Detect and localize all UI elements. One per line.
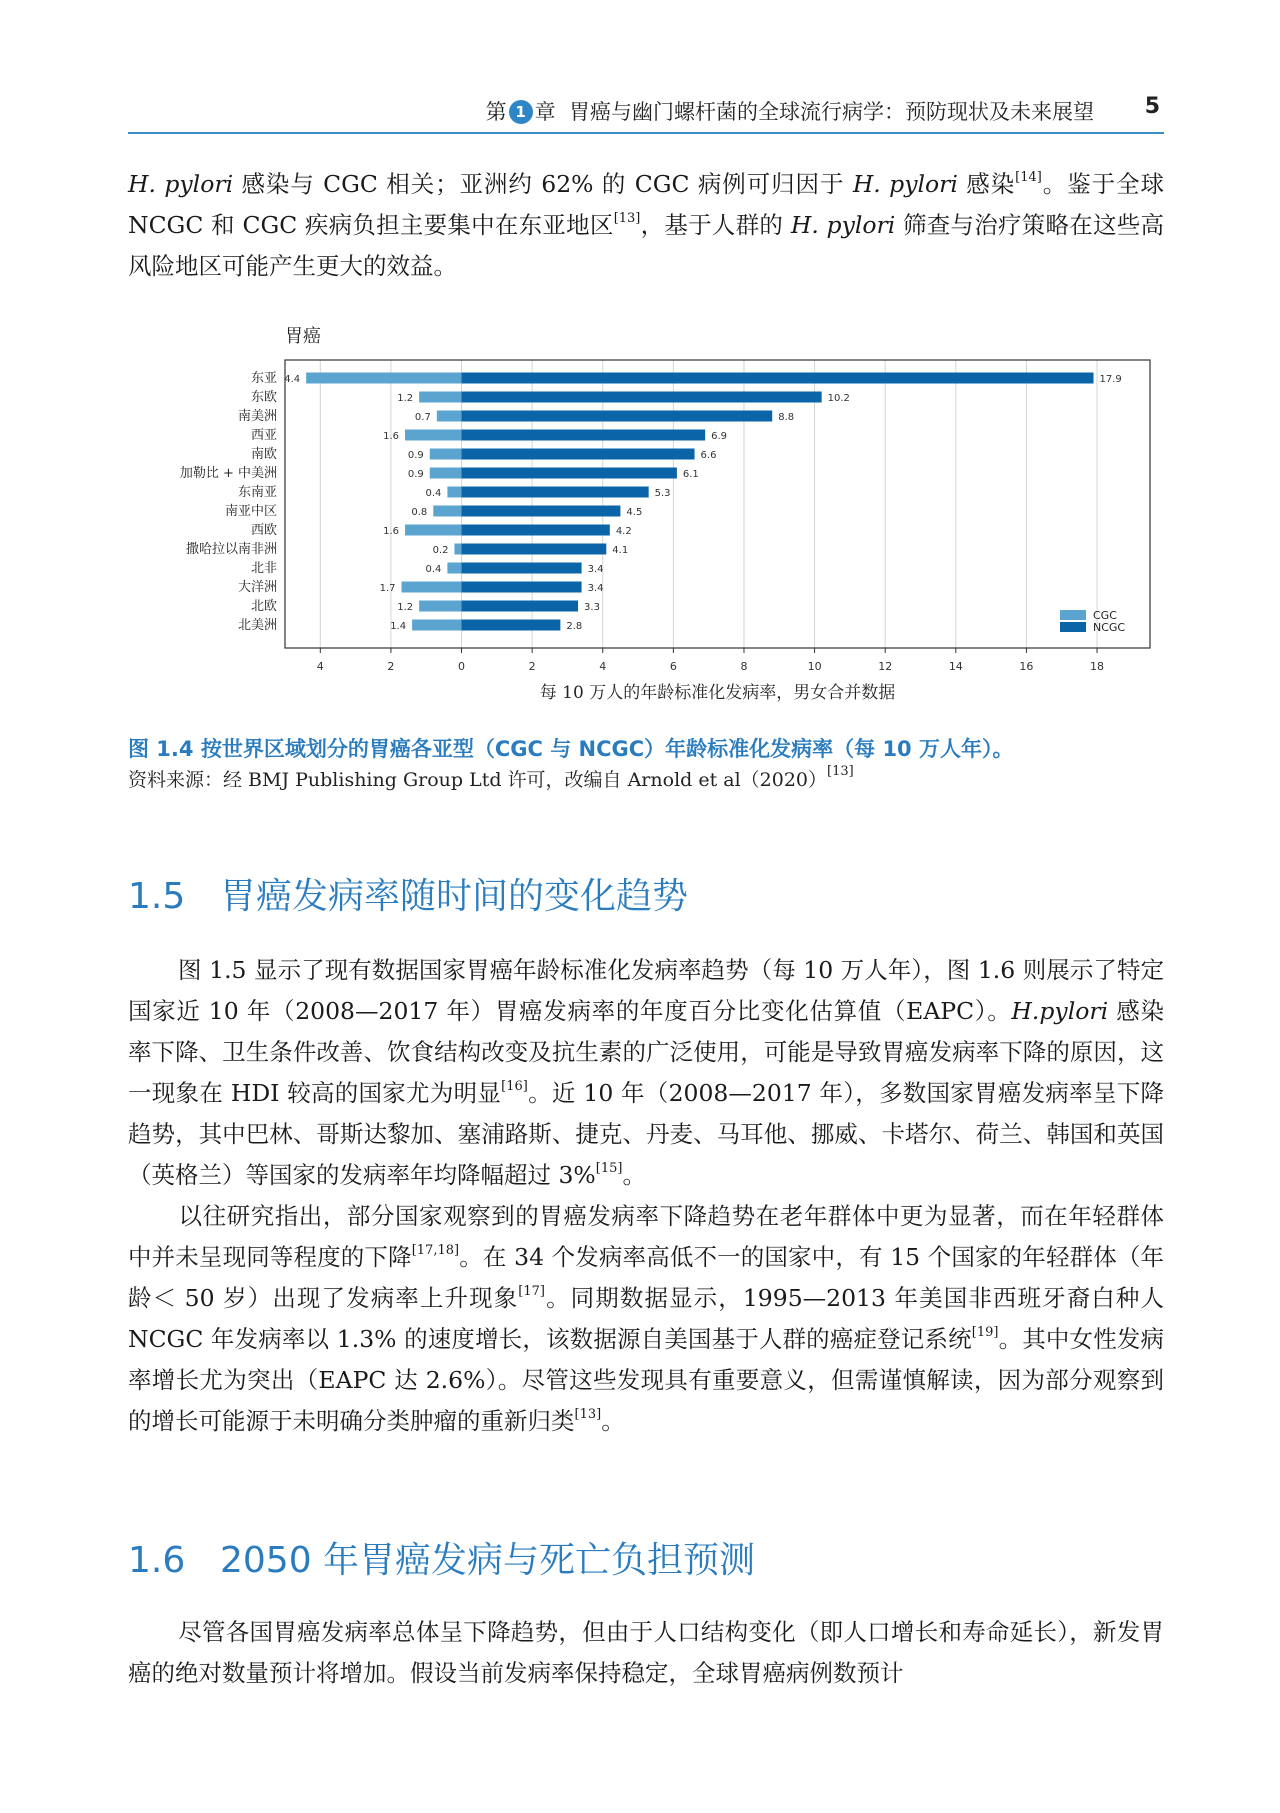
cgc-bar xyxy=(412,620,461,631)
ncgc-bar xyxy=(462,449,695,460)
category-label: 南亚中区 xyxy=(224,504,277,519)
ncgc-value-label: 6.6 xyxy=(700,450,717,461)
category-label: 北美洲 xyxy=(237,618,277,633)
x-axis-label: 每 10 万人的年龄标准化发病率，男女合并数据 xyxy=(539,683,896,703)
intro-text: H. pylori xyxy=(790,211,896,239)
section-1-5-heading xyxy=(128,872,688,922)
body-text: 。近 10 年（2008—2017 年），多数国家胃癌发病率呈下降趋势，其中巴林、哥斯达黎加、塞浦路斯、捷克、丹麦、马耳他、挪威、卡塔尔、荷兰、韩国和英国（英格兰）等国家的发病率年均降幅超过 3% xyxy=(128,1079,1164,1189)
category-label: 南欧 xyxy=(250,447,277,462)
ncgc-bar xyxy=(462,582,582,593)
x-tick-label: 4 xyxy=(599,660,607,673)
legend-label-ncgc: NCGC xyxy=(1093,621,1126,634)
legend-label-cgc: CGC xyxy=(1093,609,1117,622)
ncgc-bar xyxy=(462,601,579,612)
x-tick-label: 0 xyxy=(458,660,466,673)
cgc-bar xyxy=(430,449,462,460)
cgc-bar xyxy=(405,430,461,441)
intro-text: H. pylori xyxy=(128,170,234,198)
cgc-bar xyxy=(306,373,461,384)
cgc-bar xyxy=(433,506,461,517)
category-label: 南美洲 xyxy=(237,409,277,424)
x-tick-label: 2 xyxy=(387,660,395,673)
cgc-value-label: 1.2 xyxy=(397,602,414,613)
ncgc-value-label: 3.3 xyxy=(584,602,600,613)
category-label: 加勒比 + 中美洲 xyxy=(180,466,277,481)
body-text: 尽管各国胃癌发病率总体呈下降趋势，但由于人口结构变化（即人口增长和寿命延长），新发胃癌的绝对数量预计将增加。假设当前发病率保持稳定，全球胃癌病例数预计 xyxy=(128,1618,1164,1687)
intro-text: 。鉴于全球 NCGC 和 CGC 疾病负担主要集中在东亚地区 xyxy=(128,170,1164,239)
cgc-value-label: 1.2 xyxy=(397,393,414,404)
cgc-bar xyxy=(454,544,461,555)
x-tick-label: 4 xyxy=(316,660,324,673)
ncgc-bar xyxy=(462,430,706,441)
section-title: 2050 年胃癌发病与死亡负担预测 xyxy=(220,1540,756,1581)
ncgc-bar xyxy=(462,544,607,555)
section-1-6-paragraph-1 xyxy=(128,1612,1164,1694)
section-1-5-paragraph-2 xyxy=(128,1196,1164,1442)
figure-source-text: 资料来源：经 BMJ Publishing Group Ltd 许可，改编自 Arnold et al（2020） xyxy=(128,769,828,791)
category-label: 撒哈拉以南非洲 xyxy=(185,542,277,557)
chapter-number-badge: 1 xyxy=(509,100,533,124)
ncgc-bar xyxy=(462,525,610,536)
ncgc-bar xyxy=(462,620,561,631)
category-label: 东南亚 xyxy=(237,485,277,500)
plot-frame xyxy=(285,360,1150,648)
ncgc-bar xyxy=(462,487,649,498)
citation-ref: [15] xyxy=(595,1161,623,1176)
ncgc-value-label: 4.2 xyxy=(615,526,632,537)
category-label: 西欧 xyxy=(250,523,277,538)
cgc-bar xyxy=(447,563,461,574)
category-label: 东欧 xyxy=(250,390,277,405)
cgc-value-label: 0.9 xyxy=(407,450,424,461)
section-1-5-paragraph-1 xyxy=(128,950,1164,1196)
cgc-value-label: 0.4 xyxy=(425,564,442,575)
ncgc-bar xyxy=(462,468,677,479)
x-tick-label: 6 xyxy=(669,660,677,673)
section-1-6-heading xyxy=(128,1536,755,1586)
figure-caption: 图 1.4 按世界区域划分的胃癌各亚型（CGC 与 NCGC）年龄标准化发病率（每 10 万人年）。 xyxy=(128,737,1014,761)
cgc-value-label: 1.6 xyxy=(383,431,400,442)
citation-ref: [13] xyxy=(613,211,641,226)
cgc-value-label: 0.7 xyxy=(414,412,431,423)
body-text: 图 1.5 显示了现有数据国家胃癌年龄标准化发病率趋势（每 10 万人年），图 1.6 则展示了特定国家近 10 年（2008—2017 年）胃癌发病率的年度百分比变化估算值（EAPC）。 xyxy=(128,956,1164,1025)
category-label: 大洋洲 xyxy=(237,580,277,595)
body-text: 。 xyxy=(622,1161,646,1189)
ncgc-value-label: 2.8 xyxy=(566,621,583,632)
x-tick-label: 18 xyxy=(1090,660,1105,673)
citation-ref: [13] xyxy=(827,764,854,779)
cgc-bar xyxy=(402,582,462,593)
x-tick-label: 12 xyxy=(878,660,893,673)
body-text: 。 xyxy=(601,1407,625,1435)
cgc-value-label: 1.4 xyxy=(390,621,407,632)
category-label: 北欧 xyxy=(250,599,277,614)
category-label: 北非 xyxy=(250,561,277,576)
citation-ref: [16] xyxy=(501,1079,528,1094)
ncgc-value-label: 3.4 xyxy=(587,564,604,575)
cgc-value-label: 1.7 xyxy=(379,583,396,594)
cgc-value-label: 0.4 xyxy=(425,488,442,499)
body-text: H.pylori xyxy=(1011,997,1109,1025)
body-text: 。同期数据显示，1995—2013 年美国非西班牙裔白种人 NCGC 年发病率以 1.3% 的速度增长，该数据源自美国基于人群的癌症登记系统 xyxy=(128,1284,1164,1353)
intro-text: H. pylori xyxy=(852,170,958,198)
running-header xyxy=(128,92,1164,134)
ncgc-value-label: 4.1 xyxy=(612,545,629,556)
ncgc-value-label: 10.2 xyxy=(827,393,850,404)
citation-ref: [19] xyxy=(971,1325,999,1340)
x-tick-label: 2 xyxy=(528,660,536,673)
cgc-value-label: 0.9 xyxy=(407,469,424,480)
ncgc-value-label: 8.8 xyxy=(778,412,795,423)
intro-text: ，基于人群的 xyxy=(640,211,791,239)
body-text: 。在 34 个发病率高低不一的国家中，有 15 个国家的年轻群体（年龄＜ 50 岁）出现了发病率上升现象 xyxy=(128,1243,1165,1312)
bar-chart-svg xyxy=(180,318,1180,718)
x-tick-label: 14 xyxy=(948,660,963,673)
cgc-value-label: 1.6 xyxy=(383,526,400,537)
intro-text: 感染 xyxy=(957,170,1016,198)
chapter-suffix: 章 xyxy=(534,100,556,124)
section-number: 1.5 xyxy=(128,876,186,917)
chart-title: 胃癌 xyxy=(285,326,321,347)
cgc-bar xyxy=(430,468,462,479)
cgc-bar xyxy=(437,411,462,422)
section-number: 1.6 xyxy=(128,1540,186,1581)
chapter-heading xyxy=(486,96,1094,126)
cgc-bar xyxy=(447,487,461,498)
ncgc-bar xyxy=(462,392,822,403)
ncgc-bar xyxy=(462,563,582,574)
page-number: 5 xyxy=(1144,94,1160,119)
intro-text: 感染与 CGC 相关；亚洲约 62% 的 CGC 病例可归因于 xyxy=(233,170,853,198)
cgc-value-label: 4.4 xyxy=(284,374,301,385)
ncgc-value-label: 6.9 xyxy=(711,431,728,442)
body-text: 感染率下降、卫生条件改善、饮食结构改变及抗生素的广泛使用，可能是导致胃癌发病率下降的原因，这一现象在 HDI 较高的国家尤为明显 xyxy=(128,997,1164,1107)
cgc-bar xyxy=(419,601,461,612)
citation-ref: [17] xyxy=(518,1284,545,1299)
legend-swatch-cgc xyxy=(1060,610,1086,620)
x-tick-label: 10 xyxy=(807,660,822,673)
citation-ref: [14] xyxy=(1015,170,1042,185)
category-label: 西亚 xyxy=(250,428,277,443)
section-title: 胃癌发病率随时间的变化趋势 xyxy=(220,876,689,917)
citation-ref: [17,18] xyxy=(411,1243,460,1258)
legend-swatch-ncgc xyxy=(1060,622,1086,632)
body-text: 。其中女性发病率增长尤为突出（EAPC 达 2.6%）。尽管这些发现具有重要意义，但需谨慎解读，因为部分观察到的增长可能源于未明确分类肿瘤的重新归类 xyxy=(128,1325,1164,1435)
x-tick-label: 16 xyxy=(1019,660,1034,673)
ncgc-bar xyxy=(462,411,773,422)
ncgc-bar xyxy=(462,373,1094,384)
cgc-bar xyxy=(419,392,461,403)
intro-paragraph xyxy=(128,164,1164,287)
ncgc-value-label: 4.5 xyxy=(626,507,643,518)
intro-text: 筛查与治疗策略在这些高风险地区可能产生更大的效益。 xyxy=(128,211,1164,280)
ncgc-value-label: 6.1 xyxy=(682,469,699,480)
ncgc-bar xyxy=(462,506,621,517)
cgc-value-label: 0.8 xyxy=(411,507,428,518)
category-label: 东亚 xyxy=(250,371,277,386)
x-tick-label: 8 xyxy=(740,660,748,673)
ncgc-value-label: 5.3 xyxy=(654,488,671,499)
chapter-title: 胃癌与幽门螺杆菌的全球流行病学：预防现状及未来展望 xyxy=(569,100,1094,124)
figure-1-4-chart xyxy=(180,318,1180,718)
cgc-value-label: 0.2 xyxy=(432,545,449,556)
chapter-prefix: 第 xyxy=(485,100,507,124)
cgc-bar xyxy=(405,525,461,536)
body-text: 以往研究指出，部分国家观察到的胃癌发病率下降趋势在老年群体中更为显著，而在年轻群体中并未呈现同等程度的下降 xyxy=(128,1202,1164,1271)
ncgc-value-label: 17.9 xyxy=(1099,374,1122,385)
figure-source xyxy=(128,765,854,795)
citation-ref: [13] xyxy=(574,1407,602,1422)
ncgc-value-label: 3.4 xyxy=(587,583,604,594)
